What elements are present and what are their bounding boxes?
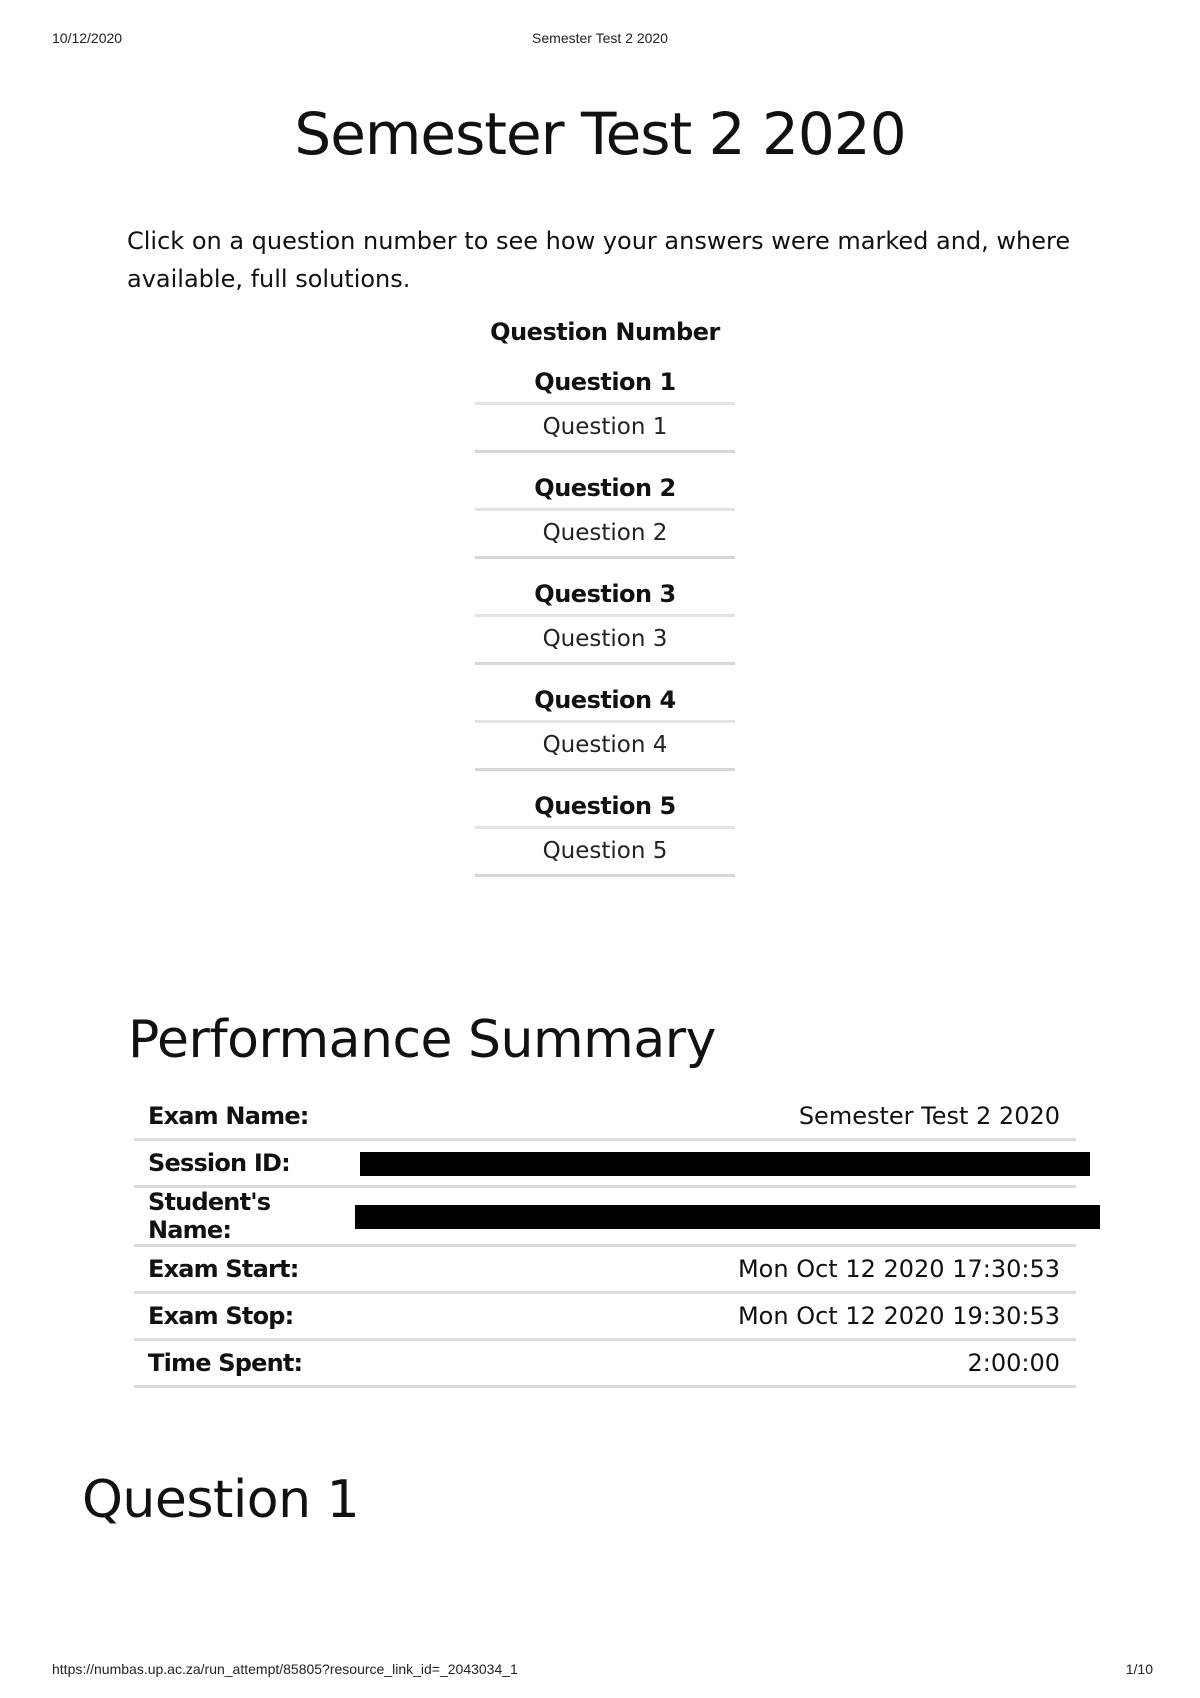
question-link-1[interactable]: Question 1 [475,405,735,453]
summary-label: Exam Stop: [134,1293,355,1340]
page-title: Semester Test 2 2020 [294,100,906,168]
summary-value-redacted [355,1140,1076,1187]
summary-value: Semester Test 2 2020 [355,1094,1076,1140]
question-table-header: Question Number [490,318,720,346]
summary-label: Session ID: [134,1140,355,1187]
question-group-2 [475,468,735,559]
question-link-5[interactable]: Question 5 [475,829,735,877]
summary-row-exam-stop [134,1293,1076,1340]
question-group-3 [475,574,735,665]
question-link-2[interactable]: Question 2 [475,511,735,559]
intro-text: Click on a question number to see how your answers were marked and, where available, full solutions. [127,227,1071,293]
summary-label: Student's Name: [134,1187,355,1246]
question-heading: Question 1 [475,362,735,405]
summary-row-time-spent [134,1340,1076,1387]
summary-row-session-id [134,1140,1076,1187]
summary-label: Exam Name: [134,1094,355,1140]
question-group-4 [475,680,735,771]
summary-label: Time Spent: [134,1340,355,1387]
question-group-5 [475,786,735,877]
performance-summary-title: Performance Summary [128,1010,716,1070]
performance-summary-table [134,1094,1076,1388]
summary-row-student-name [134,1187,1076,1246]
question-link-3[interactable]: Question 3 [475,617,735,665]
summary-row-exam-name [134,1094,1076,1140]
redaction-bar [355,1205,1100,1229]
print-page-number: 1/10 [1125,1661,1153,1677]
question-heading: Question 5 [475,786,735,829]
summary-value: 2:00:00 [355,1340,1076,1387]
question-heading: Question 2 [475,468,735,511]
summary-value: Mon Oct 12 2020 19:30:53 [355,1293,1076,1340]
summary-value-redacted [355,1187,1076,1246]
summary-value: Mon Oct 12 2020 17:30:53 [355,1246,1076,1293]
print-footer-url: https://numbas.up.ac.za/run_attempt/85805?resource_link_id=_2043034_1 [52,1661,518,1677]
question-heading: Question 4 [475,680,735,723]
question-table [475,318,735,877]
summary-row-exam-start [134,1246,1076,1293]
question-heading: Question 3 [475,574,735,617]
print-date: 10/12/2020 [52,30,123,46]
print-header-title: Semester Test 2 2020 [532,30,668,46]
section-title-question-1: Question 1 [82,1470,360,1530]
summary-label: Exam Start: [134,1246,355,1293]
redaction-bar [360,1152,1090,1176]
question-group-1 [475,362,735,453]
question-link-4[interactable]: Question 4 [475,723,735,771]
